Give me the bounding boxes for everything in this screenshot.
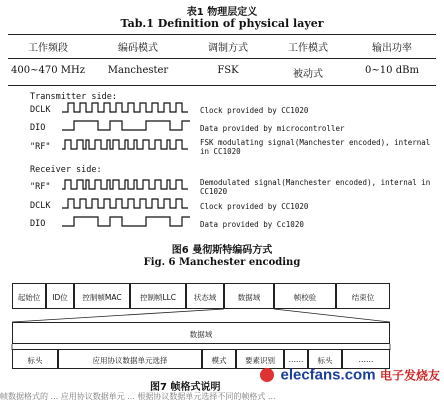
tx-dio-label: DIO	[30, 123, 46, 133]
frame-subfield: 标头	[12, 349, 58, 369]
frame-field: 数据域	[224, 283, 274, 309]
rx-rf-waveform	[62, 177, 192, 193]
table1-header-cell: 调制方式	[208, 43, 248, 54]
transmitter-side-label: Transmitter side:	[30, 92, 117, 102]
rx-rf-label: "RF"	[30, 182, 51, 192]
table1-title-cn: 表1 物理层定义	[186, 7, 258, 18]
table1-header-cell: 工作模式	[288, 43, 328, 54]
frame-field: ID位	[46, 283, 74, 309]
tx-rf-waveform	[62, 137, 192, 153]
tx-dclk-desc: Clock provided by CC1020	[200, 106, 309, 115]
rx-dclk-waveform	[62, 197, 192, 211]
table1-header-cell: 编码模式	[118, 43, 158, 54]
frame-subfield: 要素识别	[236, 349, 284, 369]
rx-dio-desc: Data provided by Cc1020	[200, 220, 304, 229]
watermark-site: elecfans.com	[280, 366, 376, 384]
frame-subfield: ……	[342, 349, 390, 369]
fig7-caption-cn: 图7 帧格式说明	[150, 382, 221, 393]
table1-title-en: Tab.1 Definition of physical layer	[120, 17, 324, 30]
watermark-cn: 电子发烧友	[379, 368, 440, 383]
frame-subfield: ……	[284, 349, 308, 369]
data-domain-box: 数据域	[12, 322, 390, 344]
frame-field: 起始位	[12, 283, 46, 309]
frame-field: 帧校验	[274, 283, 336, 309]
table1-data-cell: 0~10 dBm	[365, 65, 419, 76]
rx-dclk-label: DCLK	[30, 201, 51, 211]
cut-off-text-line: 帧数据格式的 ... 应用协议数据单元 ... 根据协议数据单元选择不同的帧格式 ...	[0, 392, 276, 400]
rx-dclk-desc: Clock provided by CC1020	[200, 202, 309, 211]
tx-dio-desc: Data provided by microcontroller	[200, 124, 345, 133]
frame-field: 控制帧MAC	[74, 283, 130, 309]
table1-top-rule	[8, 34, 436, 35]
table1-bottom-rule	[8, 85, 436, 86]
elecfans-logo-icon	[260, 368, 274, 382]
tx-rf-desc: FSK modulating signal(Manchester encoded), internal in CC1020	[200, 138, 431, 156]
rx-rf-desc: Demodulated signal(Manchester encoded), internal in CC1020	[200, 178, 431, 196]
table1-data-cell: FSK	[217, 65, 239, 76]
frame-format-diagram	[0, 283, 444, 373]
elecfans-watermark	[260, 366, 440, 384]
table1-data-cell: 400~470 MHz	[11, 65, 85, 76]
tx-rf-label: "RF"	[30, 142, 51, 152]
receiver-side-label: Receiver side:	[30, 165, 102, 175]
expand-lines	[0, 309, 444, 323]
table1-header-cell: 输出功率	[372, 43, 412, 54]
frame-subfield: 应用协议数据单元选择	[58, 349, 202, 369]
rx-dio-waveform	[62, 215, 192, 229]
fig6-caption-cn: 图6 曼彻斯特编码方式	[171, 245, 273, 256]
table1-data-row	[8, 65, 436, 83]
frame-field: 控制帧LLC	[130, 283, 186, 309]
frame-subfield: 模式	[202, 349, 236, 369]
tx-dclk-waveform	[62, 101, 192, 115]
table1-header-row	[8, 39, 436, 57]
table1-header-cell: 工作频段	[28, 43, 68, 54]
table1-mid-rule	[8, 58, 436, 59]
rx-dio-label: DIO	[30, 219, 46, 229]
table1-data-cell: 被动式	[293, 69, 323, 80]
frame-field: 状态域	[186, 283, 224, 309]
fig6-caption-en: Fig. 6 Manchester encoding	[143, 257, 301, 268]
tx-dclk-label: DCLK	[30, 105, 51, 115]
frame-field: 结束位	[336, 283, 390, 309]
tx-dio-waveform	[62, 119, 192, 133]
table1-data-cell: Manchester	[107, 65, 169, 76]
frame-subfield: 标头	[308, 349, 342, 369]
